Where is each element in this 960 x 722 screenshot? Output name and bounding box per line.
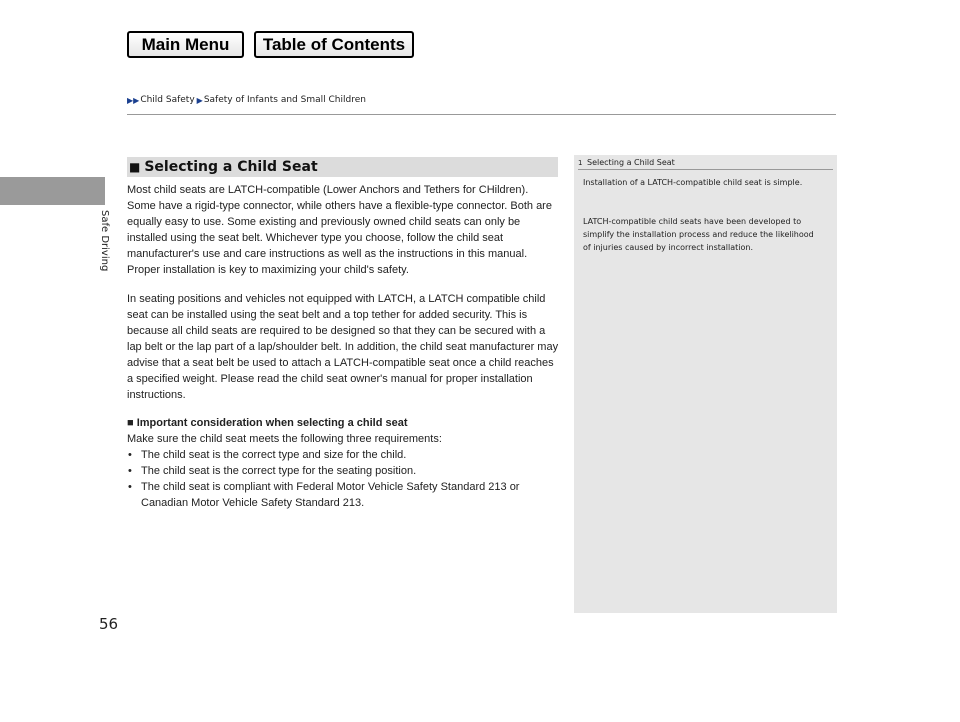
sidebar-title[interactable] [578, 158, 833, 170]
requirements-list [127, 447, 559, 511]
chapter-tab [0, 177, 105, 205]
notes-sidebar [574, 155, 837, 613]
breadcrumb-infants-link[interactable]: Safety of Infants and Small Children [203, 95, 366, 105]
breadcrumb-child-safety-link[interactable]: Child Safety [140, 95, 195, 105]
page-number: 56 [99, 615, 119, 633]
requirements-intro: Make sure the child seat meets the following three requirements: [127, 433, 442, 445]
list-item: • The child seat is the correct type and size for the child. [127, 447, 559, 463]
section-title: Selecting a Child Seat [144, 159, 318, 175]
subheading-important-consideration [127, 415, 559, 431]
section-title-bar [127, 157, 558, 177]
note-marker-icon: 1 [578, 159, 583, 167]
header-divider [127, 114, 836, 115]
breadcrumb [127, 95, 368, 105]
subheading-text: Important consideration when selecting a child seat [136, 417, 408, 429]
chapter-label: Safe Driving [99, 210, 110, 272]
body-paragraph-latch: Most child seats are LATCH-compatible (Lower Anchors and Tethers for CHildren). Some have a rigid-type connector, while others have a flexible-type connector. Both are equally easy to use. Some existing and previously owned child seats can only be installed using the seat belt. Whichever type you choose, follow the child seat manufacturer's use and care instructions as well as the instructions in this manual. Proper installation is key to maximizing your child's safety. [127, 184, 552, 276]
sidebar-note: LATCH-compatible child seats have been developed to simplify the installation process and reduce the likelihood of injuries caused by incorrect installation. [583, 217, 814, 252]
section-square-icon: ■ [129, 160, 141, 174]
breadcrumb-arrow-icon: ▶ [196, 95, 203, 105]
table-of-contents-button[interactable]: Table of Contents [254, 31, 414, 58]
sidebar-title-text: Selecting a Child Seat [587, 158, 675, 167]
main-menu-button[interactable]: Main Menu [127, 31, 244, 58]
body-paragraph-seat-belt: In seating positions and vehicles not equipped with LATCH, a LATCH compatible child seat can be installed using the seat belt and a top tether for added security. This is because all child seats are required to be designed so that they can be secured with a lap belt or the lap part of a lap/shoulder belt. In addition, the child seat manufacturer may advise that a seat belt be used to attach a LATCH-compatible seat once a child reaches a specified weight. Please read the child seat owner's manual for proper installation instructions. [127, 293, 559, 401]
list-item: • The child seat is the correct type for the seating position. [127, 463, 559, 479]
list-item: • The child seat is compliant with Federal Motor Vehicle Safety Standard 213 or Canadian Motor Vehicle Safety Standard 213. [127, 479, 559, 511]
sidebar-note: Installation of a LATCH-compatible child seat is simple. [583, 178, 803, 187]
section-square-icon: ■ [127, 417, 134, 429]
breadcrumb-arrow-icon: ▶▶ [127, 95, 140, 105]
